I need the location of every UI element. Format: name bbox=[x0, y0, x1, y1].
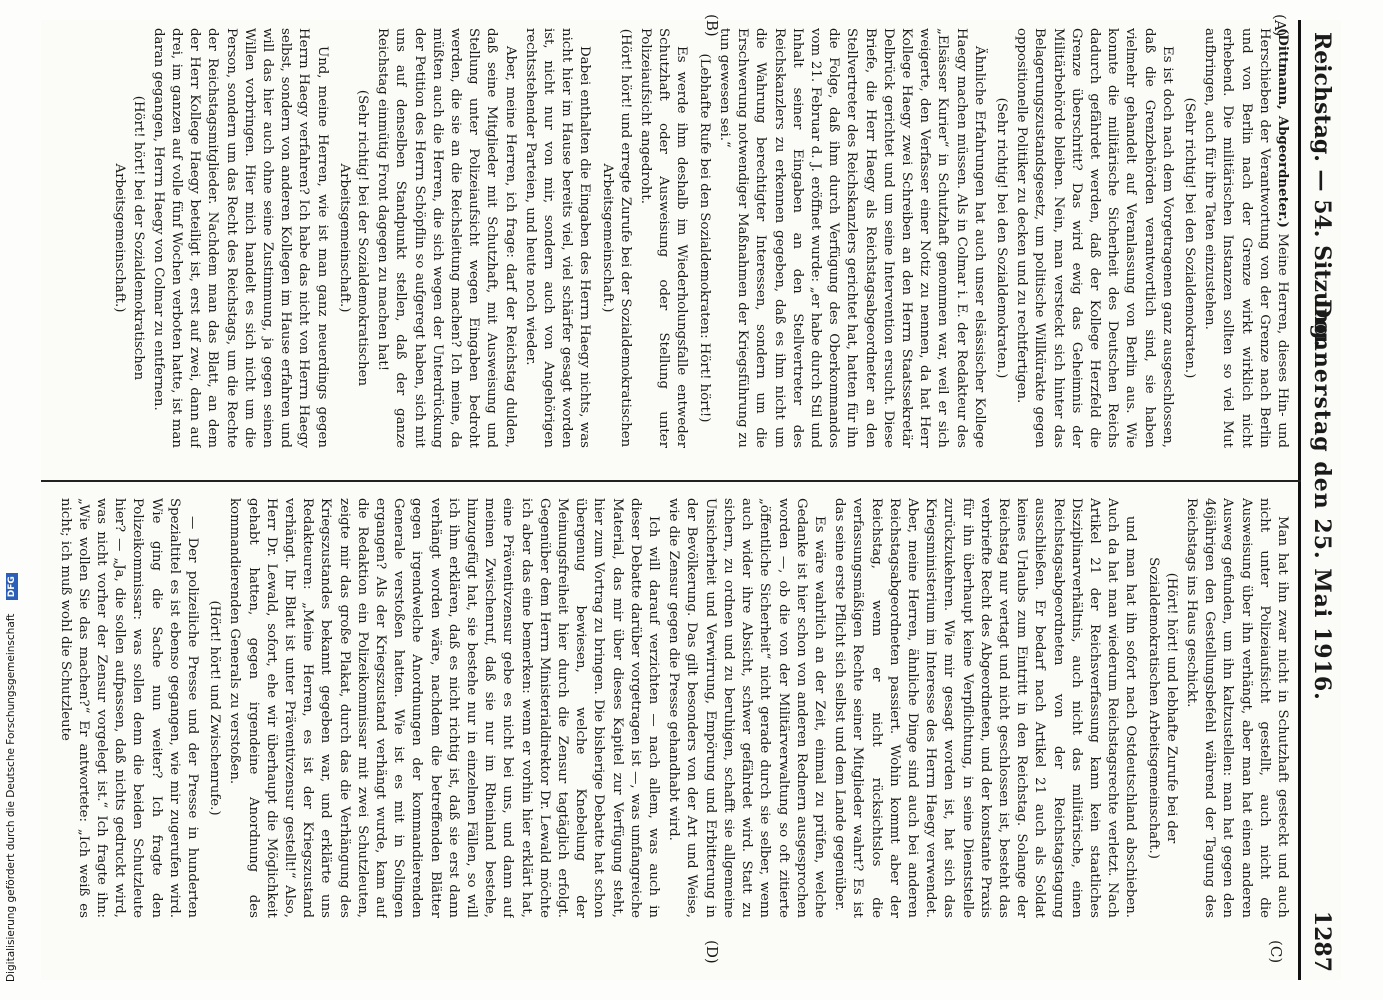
body-paragraph: — Der polizeiliche Presse und der Presse in hunderten Spezialtitel es ist ebenso gegangen, wie mir zugerufen wird. Wie ging die Sache nun weiter? Ich fragte den Polizeikommissar: was sollen denn die beiden Schutzleute hier? — „Ja, die sollen aufpassen, daß nichts gedruckt wird, was nicht vorher der Zensur vorgelegt ist.“ Ich fragte ihn: „Wie wollen Sie das machen?“ Er antwortete: „Ich weiß es nicht; ich muß wohl die Schutzleute bbox=[57, 498, 201, 918]
body-paragraph: Es wäre wahrlich an der Zeit, einmal zu prüfen, welche Gedanke ist hier schon von anderen Rednern ausgesprochen worden —, ob die von der Militärverwaltung so oft zitierte „öffentliche Sicherheit“ nicht gerade durch sie selber, wenn auch wider ihre Absicht, schwer gefährdet wird. Statt zu sichern, zu ordnen und zu beruhigen, schafft sie allgemeine Unsicherheit und Verwirrung, Empörung und Erbitterung in der Bevölkerung. Das gilt besonders von der Art und Weise, wie die Zensur gegen die Presse gehandhabt wird. bbox=[666, 498, 827, 918]
footer-text: Digitalisierung gefördert durch die Deutsche Forschungsgemeinschaft bbox=[5, 613, 17, 982]
right-text-column bbox=[51, 498, 1291, 918]
margin-marker-c: (C) bbox=[1267, 940, 1285, 964]
speaker-text: Meine Herren, dieses Hin- und Herschieben der Verantwortung von der Grenze nach Berlin und von Berlin nach der Grenze wirkt wirklich nicht erhebend. Die militärischen Instanzen sollten so viel Mut aufbringen, auch für ihre Taten einzustehen. bbox=[1202, 28, 1290, 448]
header-date: Donnerstag den 25. Mai 1916. bbox=[1309, 299, 1335, 701]
body-paragraph: Ich will darauf verzichten — nach allem, was auch in dieser Debatte darüber vorgetragen ist —, was umfangreiche Material, das mir über dieses Kapitel zur Verfügung steht, hier zum Vortrag zu bringen. Die bisherige Debatte hat schon übergenug bewiesen, welche Knebelung der Meinungsfreiheit hier durch die Zensur tagtäglich erfolgt. Gegenüber dem Herrn Ministerialdirektor Dr. Lewald möchte ich aber das eine bemerken: wenn er vorhin hier erklärt hat, eine Präventivzensur gebe es nicht bei uns, und dann auf meinen Zwischenruf, daß sie nur im Rheinland bestehe, hinzugefügt hat, sie bestehe nur in einzelnen Fällen, so will ich ihm erklären, daß es nicht richtig ist, daß sie erst dann verhängt worden wäre, nachdem die betreffenden Blätter gegen irgendwelche Anordnungen der kommandierenden Generale verstoßen hatten. Wie ist es mit in Solingen ergangen? Als der Kriegszustand verhängt wurde, kam auf die Redaktion ein Polizeikommissar mit zwei Schutzleuten, zeigte mir das große Plakat, durch das die Verhängung des Kriegszustandes bekannt gegeben war, und erklärte uns Redakteuren: „Meine Herren, es ist der Kriegszustand verhängt. Ihr Blatt ist unter Präventivzensur gestellt!“ Also, Herr Dr. Lewald, sofort, ehe wir überhaupt die Möglichkeit gehabt hatten, gegen irgendeine Anordnung des kommandierenden Generals zu verstoßen. bbox=[227, 498, 662, 918]
body-paragraph: Und, meine Herren, wie ist man ganz neuerdings gegen Herrn Haegy verfahren? Ich habe das nicht von Herrn Haegy selbst, sondern von anderen Kollegen im Hause erfahren und will das hier auch ohne seine Zustimmung, ja gegen seinen Willen vorbringen. Hier mich handelt es sich nicht um die Person, sondern um das Recht des Reichstags, um die Rechte der Reichstagsmitglieder. Nachdem man das Blatt, an dem der Herr Kollege Haegy beteiligt ist, erst auf zwei, dann auf drei, im ganzen auf volle fünf Wochen verboten hatte, ist man daran gegangen, Herrn Haegy von Colmar zu entfernen. bbox=[150, 28, 330, 448]
page-number: 1287 bbox=[1309, 910, 1335, 972]
interjection: (Sehr richtig! bei den Sozialdemokraten.) bbox=[1181, 97, 1197, 379]
header-left-title: Reichstag. — 54. Sitzung. bbox=[1309, 32, 1335, 348]
body-paragraph: Man hat ihn zwar nicht in Schutzhaft gesteckt und auch nicht unter Polizeiaufsicht gestellt, auch nicht die Ausweisung über ihn verhängt, aber man hat einen anderen Ausweg gefunden, um ihn kaltzustellen: man hat gegen den 46jährigen den Gestellungsbefehl während der Tagung des Reichstags ins Haus geschickt. bbox=[1183, 498, 1290, 918]
body-paragraph: Es werde ihm deshalb im Wiederholungsfalle entweder Schutzhaft oder Ausweisung oder Stellung unter Polizeiaufsicht angedroht. bbox=[638, 28, 690, 448]
interjection: (Hört! hört! und Zwischenrufe.) bbox=[207, 600, 223, 816]
margin-marker-d: (D) bbox=[703, 940, 721, 964]
interjection: (Lebhafte Rufe bei den Sozialdemokraten: Hört! hört!) bbox=[696, 53, 712, 423]
page-header bbox=[1298, 20, 1341, 980]
dfg-logo: DFG bbox=[6, 573, 18, 600]
body-paragraph: Ähnliche Erfahrungen hat auch unser elsässischer Kollege Haegy machen müssen. Als in Colmar i. E. der Redakteur des „Elsässer Kurier“ in Schutzhaft genommen war, weil er sich weigerte, den Verfasser einer Notiz zu nennen, da hat Herr Kollege Haegy zwei Schreiben an den Herrn Staatssekretär Delbrück gerichtet und um seine Intervention ersucht. Diese Briefe, die Herr Haegy als Reichstagsabgeordneter an den Stellvertreter des Reichskanzlers gerichtet hat, hatten für ihn die Folge, daß ihm durch Verfügung des Oberkommandos vom 21. Februar d. J. eröffnet wurde: „er habe durch Stil und Inhalt seiner Eingaben an den Stellvertreter des Reichskanzlers zu erkennen gegeben, daß es ihm nicht um die Wahrung berechtigter Interessen, sondern um die Erschwerung notwendiger Maßnahmen der Kriegsführung zu tun gewesen sei.“ bbox=[716, 28, 987, 448]
digitization-footer bbox=[2, 0, 20, 1000]
interjection: (Hört! hört! und erregte Zurufe bei der Sozialdemokratischen Arbeitsgemeinschaft.) bbox=[599, 28, 633, 448]
margin-marker-b: (B) bbox=[703, 14, 721, 37]
speaker-paragraph bbox=[1200, 28, 1291, 448]
body-paragraph: Dabei enthalten die Eingaben des Herrn Haegy nichts, was nicht hier im Hause bereits viel, viel schärfer gesagt worden ist, nicht nur von mir, sondern auch von Angehörigen rechtsstehender Parteien, und heute noch wieder. bbox=[522, 28, 593, 448]
body-paragraph: Aber, meine Herren, ich frage: darf der Reichstag dulden, daß seine Mitglieder mit Schutzhaft, mit Ausweisung und Stellung unter Polizeiaufsicht wegen Eingaben bedroht werden, die sie an die Reichsleitung machen? Ich meine, da müßten auch die Herren, die sich wegen der Unterdrückung der Petition des Herrn Schöpflin so aufgeregt haben, sich mit uns auf denselben Standpunkt stellen, daß der ganze Reichstag einmütig Front dagegen zu machen hat! bbox=[375, 28, 518, 448]
left-text-column bbox=[51, 28, 1291, 448]
speaker-name: (Dittmann, Abgeordneter.) bbox=[1275, 28, 1290, 228]
body-paragraph: Es ist doch nach dem Vorgetragenen ganz ausgeschlossen, daß die Grenzbehörden verantwortlich sind, sie haben vielmehr gehandelt auf Veranlassung von Berlin aus. Wie konnte die militärische Sicherheit des Deutschen Reichs dadurch gefährdet werden, daß der Kollege Herzfeld die Grenze überschritt? Das wird ewig das Geheimnis der Militärbehörde bleiben. Nein, man versteckt sich hinter das Belagerungszustandsgesetz, um politische Willkürakte gegen oppositionelle Politiker zu decken und zu rechtfertigen. bbox=[1014, 28, 1175, 448]
rotated-newspaper-page bbox=[41, 14, 1341, 980]
interjection: (Hört! hört! und lebhafte Zurufe bei der Sozialdemokratischen Arbeitsgemeinschaft.) bbox=[1145, 557, 1179, 859]
interjection: (Hört! hört! bei der Sozialdemokratischen Arbeitsgemeinschaft.) bbox=[112, 95, 146, 381]
margin-marker-a: (A) bbox=[1271, 14, 1289, 37]
interjection: (Sehr richtig! bei der Sozialdemokratischen Arbeitsgemeinschaft.) bbox=[336, 89, 371, 387]
interjection: (Sehr richtig! bei den Sozialdemokraten.) bbox=[993, 97, 1009, 379]
column-divider bbox=[41, 480, 1301, 482]
body-paragraph: und man hat ihn sofort nach Ostdeutschland abschieben. Auch da hat man wiederum Reichstagsrechte verletzt. Nach Artikel 21 der Reichsverfassung kann kein staatliches Disziplinarverhältnis, auch nicht das militärische, einen Reichstagsabgeordneten von der Reichstagstagung ausschließen. Er bedarf nach Artikel 21 auch als Soldat keines Urlaubs zum Eintritt in den Reichstag. Solange der Reichstag nur vertagt und nicht geschlossen ist, besteht das verbriefte Recht des Abgeordneten, und der konstante Praxis für ihn überhaupt keine Verpflichtung, in seine Dienststelle zurückzukehren. Wie mir gesagt worden ist, hat sich das Kriegsministerium im Interesse des Herrn Haegy verwendet. Aber, meine Herren, ähnliche Dinge sind auch bei anderen Reichstagsabgeordneten passiert. Wohin kommt aber der Reichstag, wenn er nicht rücksichtslos die verfassungsmäßigen Rechte seiner Mitglieder wahrt? Es ist das seine erste Pflicht sich selbst und dem Lande gegenüber. bbox=[832, 498, 1139, 918]
